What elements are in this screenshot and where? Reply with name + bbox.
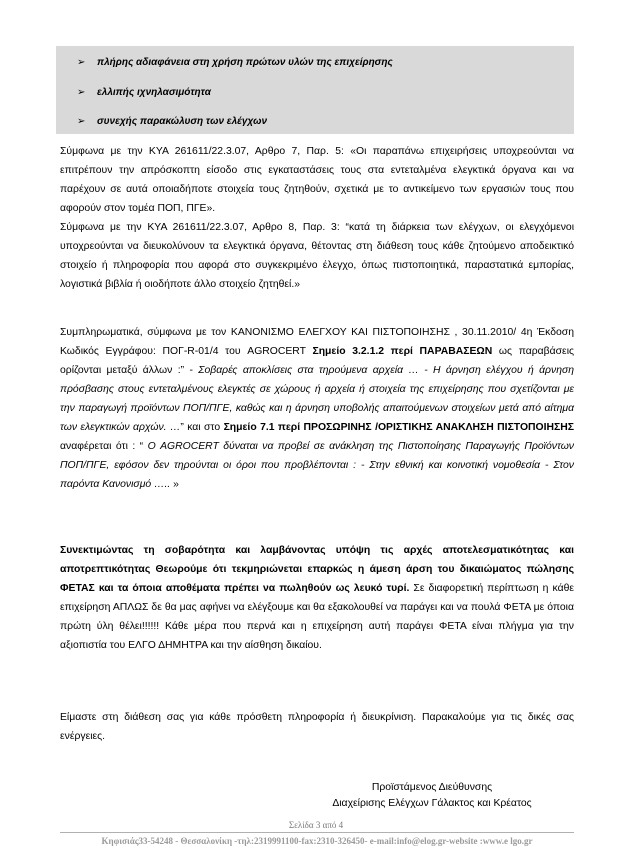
paragraph-regulation: [60, 323, 574, 494]
paragraph-kya-article-7: [60, 142, 574, 294]
arrow-bullet-icon: ➢: [77, 116, 86, 127]
page-number: Σελίδα 3 από 4: [288, 820, 344, 830]
bullet-text: ελλιπής ιχνηλασιμότητα: [97, 87, 211, 98]
text-run: Σε διαφορετική περίπτωση η κάθε επιχείρηση ΑΠΛΩΣ δε θα μας αφήνει να ελέγξουμε και θα εξακολουθεί να παράγει και να πουλά ΦΕΤΑ με όποια πρώτη ύλη θέλει!!!!!! Κάθε μέρα που περνά και η επιχείρηση αυτή παράγει ΦΕΤΑ είναι πλήγμα για την αξιοπιστία του ΕΛΓΟ ΔΗΜΗΤΡΑ και την αίσθηση δικαίου.: [60, 583, 574, 651]
bullet-text: συνεχής παρακώλυση των ελέγχων: [97, 116, 268, 127]
arrow-bullet-icon: ➢: [77, 57, 86, 68]
signature-line: Προϊστάμενος Διεύθυνσης: [371, 782, 493, 793]
text-run: ” και στο: [180, 422, 224, 433]
arrow-bullet-icon: ➢: [77, 87, 86, 98]
footer-contact: Κηφισιάς33-54248 - Θεσσαλονίκη -τηλ:2319991100-fax:2310-326450- e-mail:info@elog.gr-website :www.e lgo.gr: [101, 836, 533, 846]
footer-divider: [60, 832, 574, 833]
text-run: Συμπληρωματικά, σύμφωνα με τον ΚΑΝΟΝΙΣΜΟ ΕΛΕΓΧΟΥ ΚΑΙ ΠΙΣΤΟΠΟΙΗΣΗΣ , 30.11.2010/ 4η Έκδοση Κωδικός Εγγράφου: ΠΟΓ-R-01/4 του AGROCERT: [60, 327, 574, 357]
paragraph-closing: [60, 708, 574, 746]
text-run-bold: Σημείο 7.1 περί ΠΡΟΣΩΡΙΝΗΣ /ΟΡΙΣΤΙΚΗΣ ΑΝΑΚΛΗΣΗ ΠΙΣΤΟΠΟΙΗΣΗΣ: [223, 422, 574, 433]
paragraph-text: Σύμφωνα με την ΚΥΑ 261611/22.3.07, Αρθρο 7, Παρ. 5: «Οι παραπάνω επιχειρήσεις υποχρεούνται να επιτρέπουν την απρόσκοπτη είσοδο στις εγκαταστάσεις τους στα εντεταλμένα ελεγκτικά όργανα και να παρέχουν σε αυτά οποιαδήποτε στοιχεία τους ζητηθούν, σχετικά με το αντικείμενο των εργασιών τους που αφορούν στον τομέα ΠΟΠ, ΠΓΕ».: [60, 146, 574, 214]
text-run-bold: Συνεκτιμώντας τη σοβαρότητα και λαμβάνοντας υπόψη τις αρχές αποτελεσματικότητας και αποτρεπτικότητας Θεωρούμε ότι τεκμηριώνεται επαρκώς η άμεση άρση του δικαιώματος πώλησης ΦΕΤΑΣ και τα όποια αποθέματα πρέπει να πωληθούν ως λευκό τυρί.: [60, 545, 574, 594]
signature-line: Διαχείρισης Ελέγχων Γάλακτος και Κρέατος: [332, 798, 532, 809]
paragraph-text: Είμαστε στη διάθεση σας για κάθε πρόσθετη πληροφορία ή διευκρίνιση. Παρακαλούμε για τις δικές σας ενέργειες.: [60, 712, 574, 742]
paragraph-conclusion: [60, 541, 574, 655]
text-run-bold: Σημείο 3.2.1.2 περί ΠΑΡΑΒΑΣΕΩΝ: [312, 346, 493, 357]
paragraph-text: Σύμφωνα με την ΚΥΑ 261611/22.3.07, Αρθρο 8, Παρ. 3: “κατά τη διάρκεια των ελέγχων, οι ελεγχόμενοι υποχρεούνται να διευκολύνουν τα ελεγκτικά όργανα, θέτοντας στη διάθεση τους κάθε ζητούμενο αποδεικτικό στοιχείο ή πληροφορία που αφορά στο συγκεκριμένο έλεγχο, όπως πιστοποιητικά, παραστατικά εμπορίας, λογιστικά βιβλία ή οιοδήποτε άλλο στοιχείο ζητηθεί.»: [60, 222, 574, 290]
bullet-text: πλήρης αδιαφάνεια στη χρήση πρώτων υλών της επιχείρησης: [97, 57, 393, 68]
text-run: ως παραβάσεις ορίζονται μεταξύ άλλων :” -: [60, 346, 575, 376]
text-run: αναφέρεται ότι : “: [60, 441, 148, 452]
text-run-italic: Σοβαρές αποκλίσεις στα τηρούμενα αρχεία … - Η άρνηση ελέγχου ή άρνηση πρόσβασης στους εντεταλμένους ελεγκτές σε χώρους ή αρχεία ή στοιχεία της επιχείρησης που σχετίζονται με την παραγωγή προϊόντων ΠΟΠ/ΠΓΕ, καθώς και η άρνηση υποβολής απαιτούμενων στοιχείων μετά από αίτημα των ελεγκτικών αρχών. …: [60, 365, 574, 433]
text-run: »: [170, 479, 179, 490]
paragraph-text: [60, 541, 574, 655]
text-run-italic: Ο AGROCERT δύναται να προβεί σε ανάκληση της Πιστοποίησης Παραγωγής Προϊόντων ΠΟΠ/ΠΓΕ, εφόσον δεν τηρούνται οι όροι που προβλέπονται : - Στην εθνική και κοινοτική νομοθεσία - Στον παρόντα Κανονισμό …..: [60, 441, 574, 490]
signature-block: [290, 780, 574, 812]
paragraph-text: [60, 323, 574, 494]
